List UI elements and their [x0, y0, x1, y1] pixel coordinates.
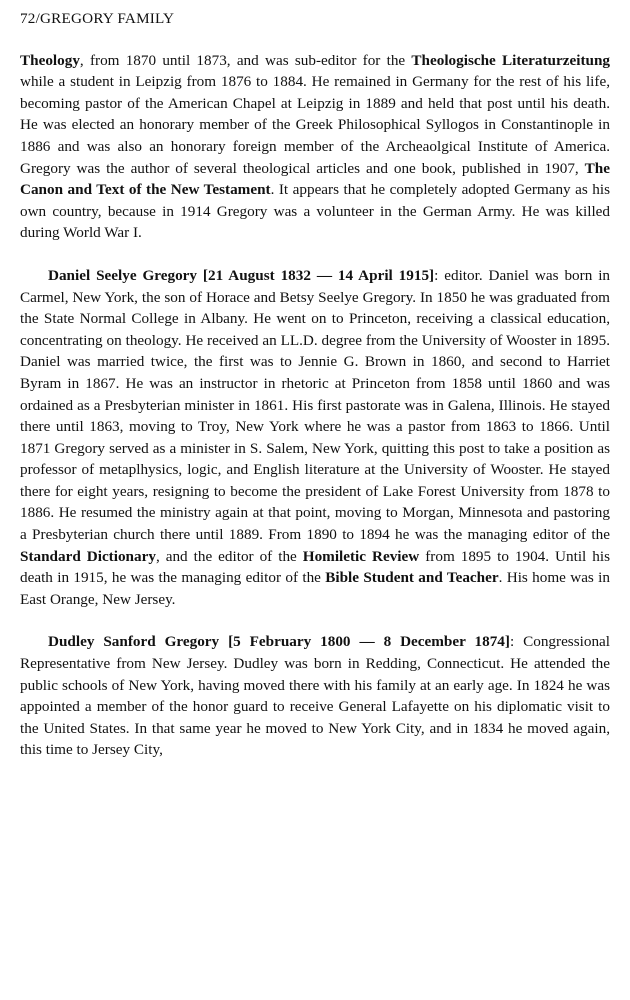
paragraph: [20, 265, 610, 611]
text-run: from 1895 to 1904. Until his death in 1915, he was the managing editor of the: [20, 547, 610, 587]
paragraph: [20, 50, 610, 244]
bold-run: Theologische Literaturzeitung: [411, 51, 610, 69]
text-run: while a student in Leipzig from 1876 to 1884. He remained in Germany for the rest of his life, becoming pastor of the American Chapel at Leipzig in 1889 and held that post until his death. He was elected an honorary member of the Greek Philosophical Syllogos in Constantinople in 1886 and was also an honorary foreign member of the Archeaolgical Institute of America. Gregory was the author of several theological articles and one book, published in 1907,: [20, 73, 610, 177]
bold-run: Bible Student and Teacher: [325, 569, 499, 587]
bold-run: Daniel Seelye Gregory [21 August 1832 — 14 April 1915]: [48, 266, 435, 284]
text-run: : editor. Daniel was born in Carmel, New York, the son of Horace and Betsy Seelye Gregory. In 1850 he was graduated from the State Normal College in Albany. He went on to Princeton, receiving a classical education, concentrating on theology. He received an LL.D. degree from the University of Wooster in 1895. Daniel was married twice, the first was to Jennie G. Brown in 1860, and second to Harriet Byram in 1867. He was an instructor in rhetoric at Princeton from 1858 until 1860 and was ordained as a Presbyterian minister in 1861. His first pastorate was in Galena, Illinois. He stayed there until 1863, moving to Troy, New York where he was a pastor from 1863 to 1866. Until 1871 Gregory served as a minister in S. Salem, New York, quitting this post to take a position as professor of metaplhysics, logic, and English literature at the University of Wooster. He stayed there for eight years, resigning to become the president of Lake Forest University from 1878 to 1886. He resumed the ministry again at that point, moving to Morgan, Minnesota and pastoring a Presbyterian church there until 1889. From 1890 to 1894 he was the managing editor of the: [20, 266, 611, 544]
bold-run: The Canon and Text of the New Testament: [20, 159, 610, 199]
running-head: 72/GREGORY FAMILY: [20, 10, 175, 27]
bold-run: Homiletic Review: [302, 547, 420, 565]
text-run: , and the editor of the: [155, 547, 303, 565]
body-text: [20, 50, 610, 761]
paragraph: [20, 631, 610, 761]
text-run: . His home was in East Orange, New Jersey.: [20, 569, 610, 608]
bold-run: Theology: [20, 51, 80, 69]
text-run: , from 1870 until 1873, and was sub-editor for the: [79, 51, 412, 69]
text-run: : Congressional Representative from New Jersey. Dudley was born in Redding, Connecticut. He attended the public schools of New York, having moved there with his family at an early age. In 1824 he was appointed a member of the honor guard to receive General Lafayette on his diplomatic visit to the United States. In that same year he moved to New York City, and in 1834 he moved again, this time to Jersey City,: [20, 633, 610, 759]
bold-run: Standard Dictionary: [20, 547, 156, 565]
text-run: . It appears that he completely adopted Germany as his own country, because in 1914 Gregory was a volunteer in the German Army. He was killed during World War I.: [20, 181, 610, 242]
bold-run: Dudley Sanford Gregory [5 February 1800 — 8 December 1874]: [48, 633, 510, 651]
